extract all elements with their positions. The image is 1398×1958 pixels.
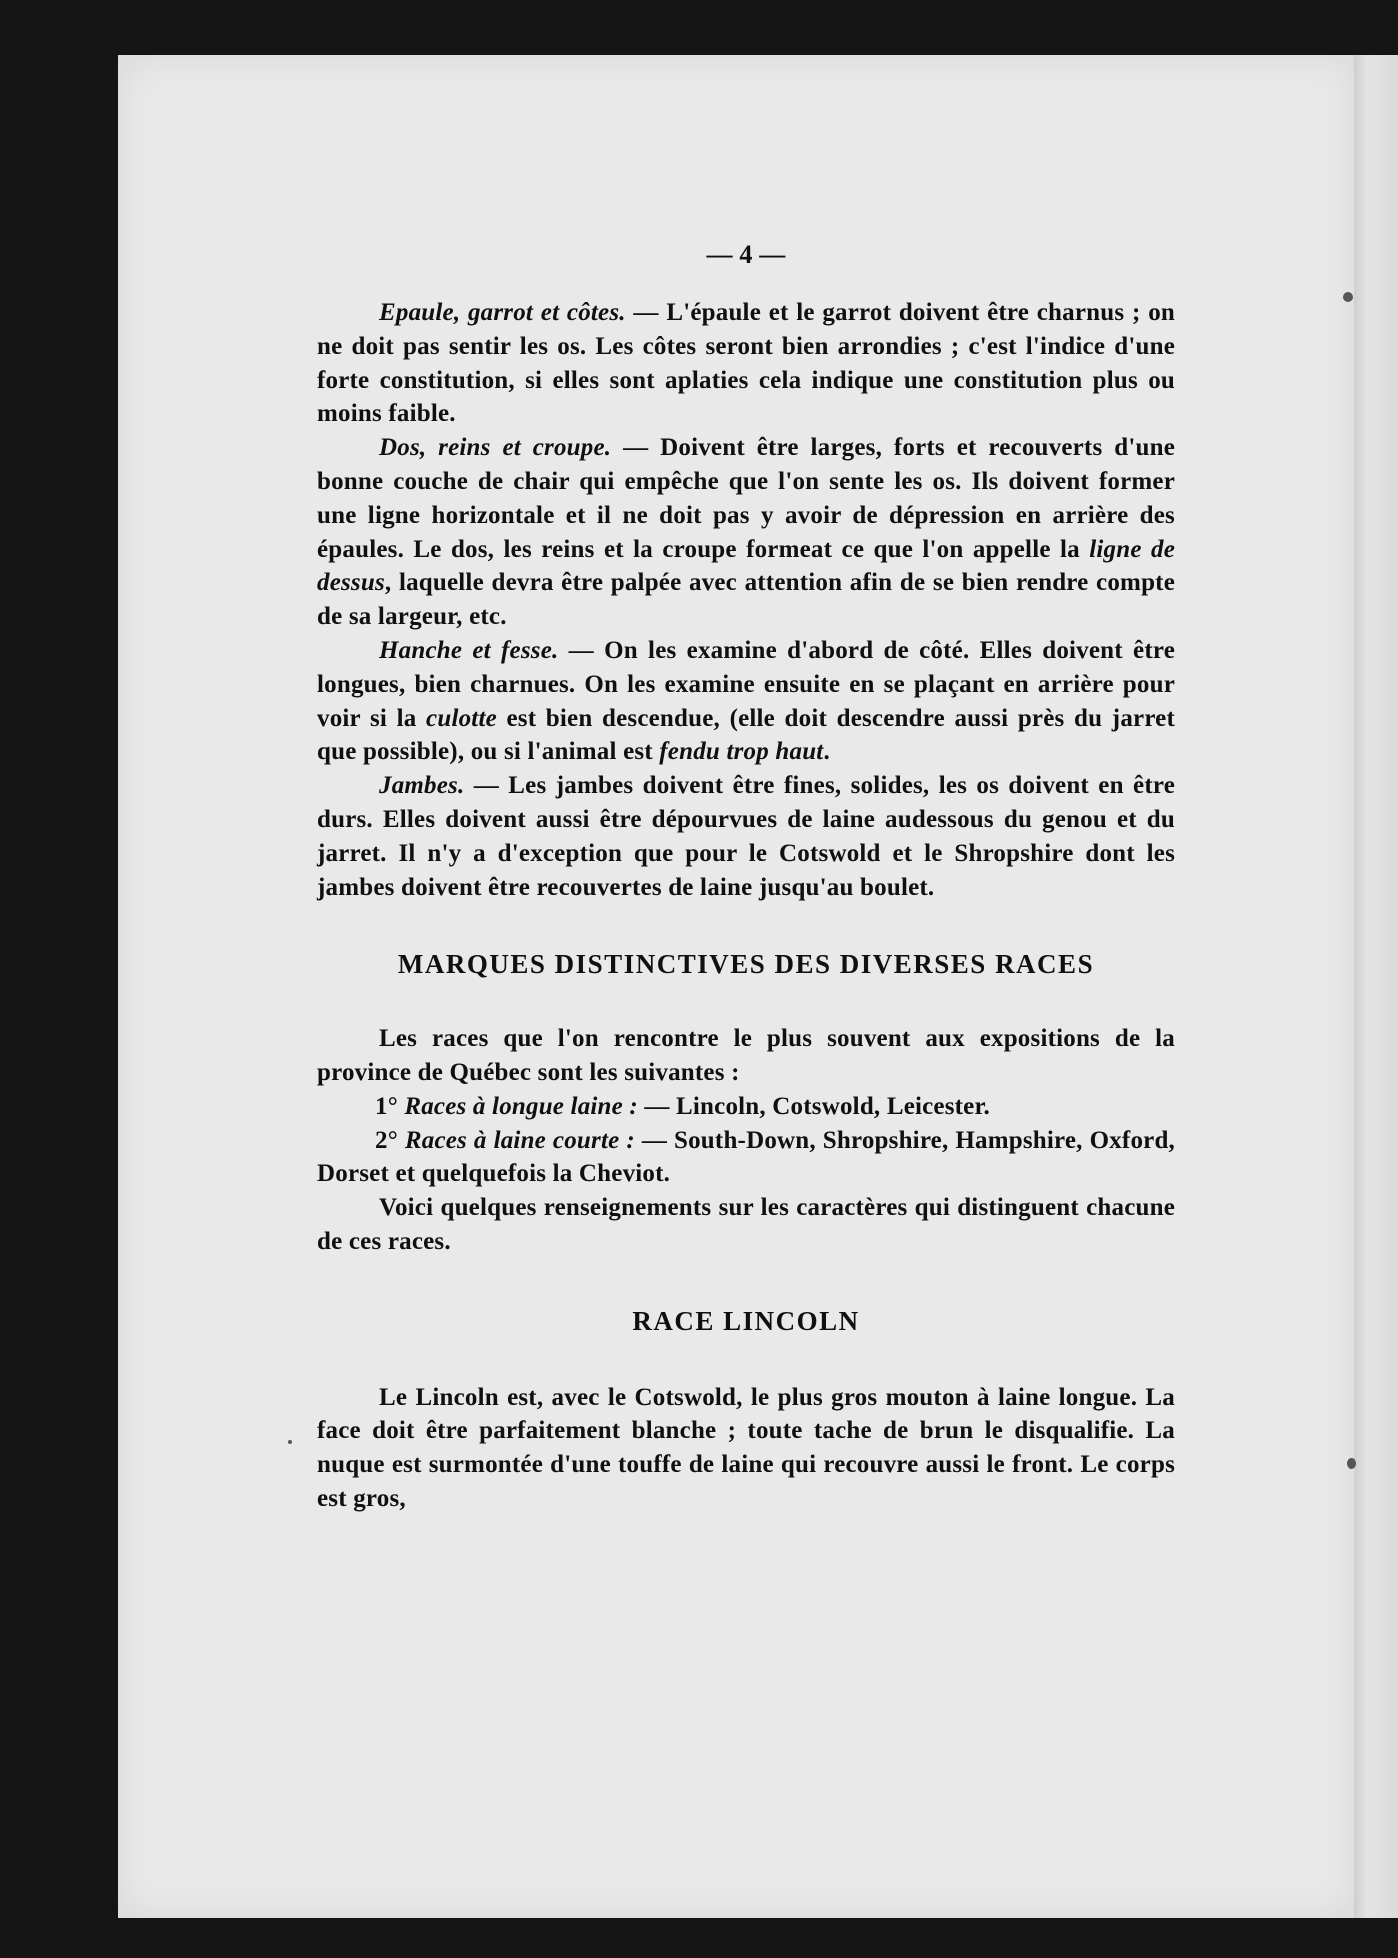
paragraph-lincoln: Le Lincoln est, avec le Cotswold, le plus gros mouton à laine longue. La face doit être parfaitement blanche ; toute tache de brun le disqualifie. La nuque est surmontée d'une touffe de laine qui recouvre aussi le front. Le corps est gros, bbox=[317, 1383, 1175, 1512]
paragraph-races-intro: Les races que l'on rencontre le plus souvent aux expositions de la province de Québec sont les suivantes : bbox=[317, 1025, 1175, 1086]
paragraph-epaule bbox=[317, 296, 1175, 431]
text-epaule: — L'épaule et le garrot doivent être charnus ; on ne doit pas sentir les os. Les côtes seront bien arrondies ; c'est l'indice d'une forte constitution, si elles sont aplaties cela indique une constitution plus ou moins faible. bbox=[317, 299, 1176, 428]
list-item-laine-courte bbox=[317, 1124, 1175, 1192]
paragraph-hanche bbox=[317, 634, 1175, 769]
adjacent-page-edge bbox=[1354, 55, 1398, 1918]
paragraph-races-closing: Voici quelques renseignements sur les caractères qui distinguent chacune de ces races. bbox=[317, 1194, 1175, 1255]
text-hanche-b: est bien descendue, (elle doit descendre aussi près du jarret que possible), ou si l'animal est bbox=[317, 704, 1175, 766]
page-number: — 4 — bbox=[706, 240, 786, 269]
lead-longue-laine: Races à longue laine : bbox=[404, 1092, 638, 1120]
text-dos-b: , laquelle devra être palpée avec attention afin de se bien rendre compte de sa largeur, etc. bbox=[317, 569, 1175, 631]
lead-epaule: Epaule, garrot et côtes. bbox=[379, 299, 626, 326]
scan-speck bbox=[1347, 1458, 1356, 1469]
lead-jambes: Jambes. bbox=[379, 772, 465, 800]
text-jambes: — Les jambes doivent être fines, solides, les os doivent en être durs. Elles doivent aussi être dépourvues de laine audessous du genou et du jarret. Il n'y a d'exception que pour le Cotswold et le Shropshire dont les jambes doivent être recouvertes de laine jusqu'au boulet. bbox=[317, 772, 1175, 901]
text-dos-a: — Doivent être larges, forts et recouverts d'une bonne couche de chair qui empêche que l'on sente les os. Ils doivent former une ligne horizontale et il ne doit pas y avoir de dépression en arrière des épaules. Le dos, les reins et la croupe formeat ce que l'on appelle la bbox=[317, 434, 1175, 563]
list-number: 2° bbox=[375, 1126, 398, 1154]
heading-race-lincoln: RACE LINCOLN bbox=[632, 1305, 860, 1336]
term-ligne-de-dessus: ligne de dessus bbox=[317, 535, 1175, 597]
text-longue-laine: — Lincoln, Cotswold, Leicester. bbox=[637, 1092, 990, 1120]
lead-laine-courte: Races à laine courte : bbox=[404, 1126, 635, 1154]
paragraph-jambes bbox=[317, 769, 1175, 904]
scan-speck bbox=[1343, 292, 1353, 302]
text-hanche-c: . bbox=[823, 738, 830, 766]
heading-marques-distinctives: MARQUES DISTINCTIVES DES DIVERSES RACES bbox=[397, 949, 1095, 980]
term-culotte: culotte bbox=[426, 704, 497, 732]
list-number: 1° bbox=[375, 1092, 398, 1120]
page-content bbox=[317, 238, 1175, 1516]
text-hanche-a: — On les examine d'abord de côté. Elles doivent être longues, bien charnues. On les examine ensuite en se plaçant en arrière pour voir si la bbox=[317, 636, 1175, 732]
text-laine-courte: — South-Down, Shropshire, Hampshire, Oxford, Dorset et quelquefois la Cheviot. bbox=[317, 1126, 1175, 1188]
list-item-longue-laine bbox=[317, 1090, 1175, 1124]
term-fendu-trop-haut: fendu trop haut bbox=[659, 738, 824, 766]
lead-hanche: Hanche et fesse. bbox=[379, 636, 559, 664]
paragraph-dos bbox=[317, 431, 1175, 634]
scan-speck bbox=[288, 1440, 292, 1444]
lead-dos: Dos, reins et croupe. bbox=[379, 434, 612, 462]
